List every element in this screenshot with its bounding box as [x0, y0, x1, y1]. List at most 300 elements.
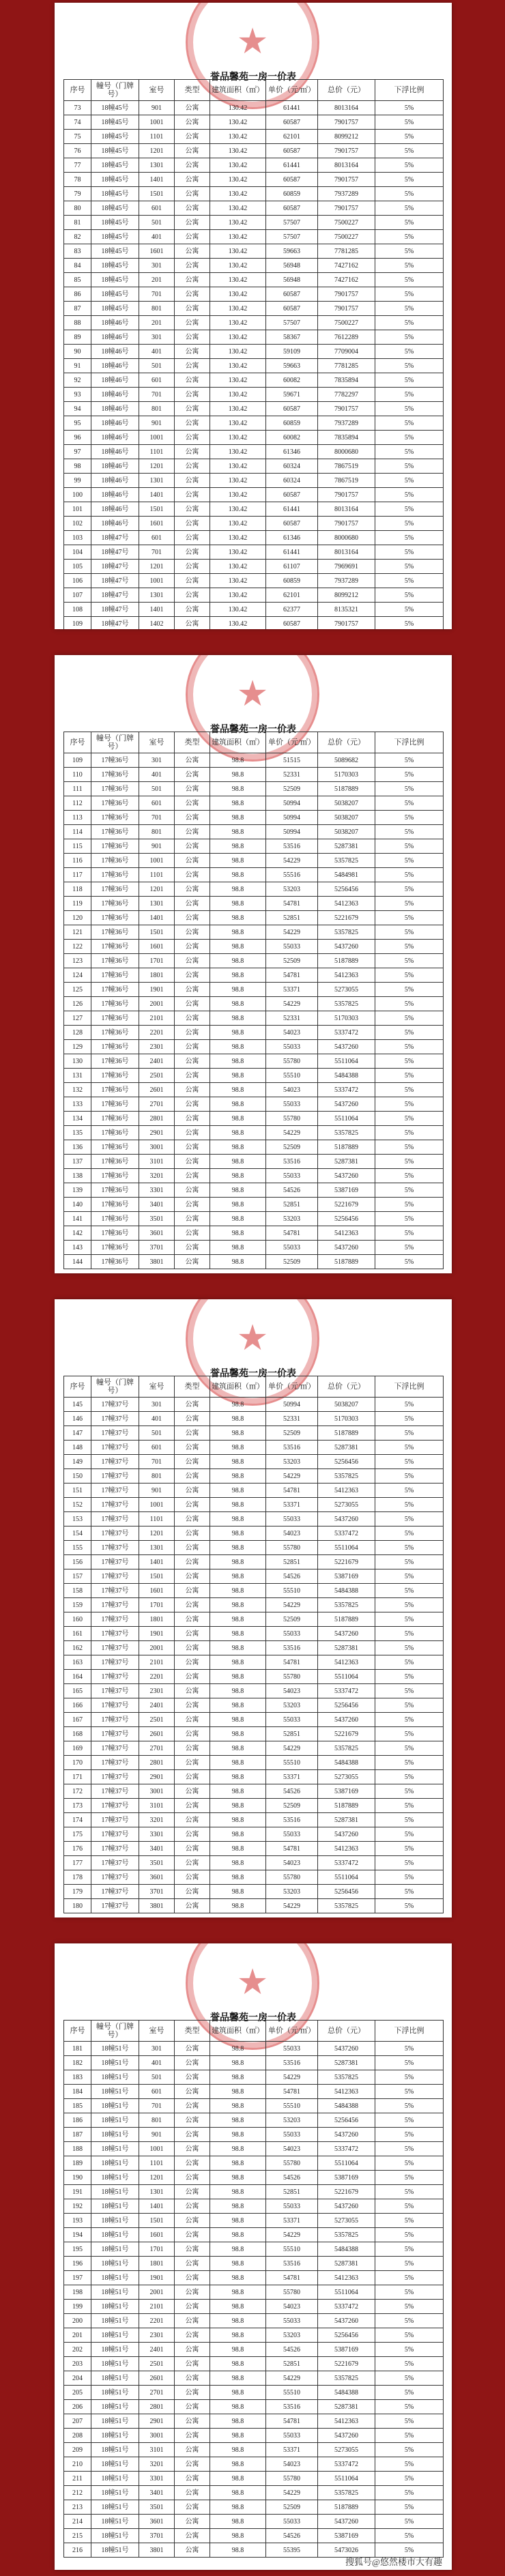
table-cell: 5%	[375, 2085, 444, 2099]
table-cell: 98.8	[210, 1598, 266, 1612]
table-cell: 124	[64, 968, 91, 983]
table-cell: 5089682	[318, 753, 375, 768]
table-cell: 98.8	[210, 1412, 266, 1426]
table-cell: 61441	[266, 158, 318, 173]
table-cell: 5287381	[318, 2400, 375, 2414]
table-cell: 5287381	[318, 2257, 375, 2271]
table-cell: 18幢51号	[91, 2228, 139, 2242]
table-cell: 18幢45号	[91, 115, 139, 130]
table-cell: 98.8	[210, 2371, 266, 2386]
table-cell: 17幢36号	[91, 925, 139, 940]
table-cell: 51515	[266, 753, 318, 768]
table-cell: 901	[139, 1484, 175, 1498]
table-row	[64, 1569, 444, 1584]
table-cell: 5%	[375, 1255, 444, 1269]
table-cell: 18幢51号	[91, 2156, 139, 2171]
table-cell: 2201	[139, 2314, 175, 2328]
table-cell: 61107	[266, 560, 318, 574]
table-cell: 公寓	[175, 1398, 210, 1412]
table-cell: 5437260	[318, 1627, 375, 1641]
table-cell: 52851	[266, 2357, 318, 2371]
table-cell: 18幢47号	[91, 574, 139, 588]
table-cell: 18幢46号	[91, 402, 139, 416]
table-cell: 60859	[266, 574, 318, 588]
table-cell: 60587	[266, 115, 318, 130]
table-cell: 18幢51号	[91, 2271, 139, 2285]
table-cell: 公寓	[175, 2515, 210, 2529]
table-cell: 901	[139, 416, 175, 431]
table-cell: 5337472	[318, 1856, 375, 1870]
table-cell: 公寓	[175, 1069, 210, 1083]
price-table	[63, 2020, 444, 2558]
table-cell: 54023	[266, 1856, 318, 1870]
table-cell: 55780	[266, 1112, 318, 1126]
table-cell: 5%	[375, 603, 444, 617]
table-cell: 5%	[375, 517, 444, 531]
table-row	[64, 1140, 444, 1155]
table-cell: 公寓	[175, 101, 210, 115]
table-cell: 98.8	[210, 1684, 266, 1698]
table-cell: 2801	[139, 2400, 175, 2414]
table-row	[64, 1698, 444, 1713]
table-cell: 公寓	[175, 2371, 210, 2386]
table-cell: 5%	[375, 2171, 444, 2185]
table-cell: 5412363	[318, 1842, 375, 1856]
table-cell: 5%	[375, 1183, 444, 1198]
table-cell: 130.42	[210, 459, 266, 474]
table-cell: 17幢37号	[91, 1713, 139, 1727]
table-cell: 148	[64, 1441, 91, 1455]
table-cell: 5187889	[318, 2500, 375, 2515]
table-cell: 公寓	[175, 911, 210, 925]
table-cell: 公寓	[175, 316, 210, 330]
table-cell: 3101	[139, 2443, 175, 2457]
table-cell: 18幢51号	[91, 2500, 139, 2515]
table-cell: 17幢37号	[91, 1627, 139, 1641]
table-cell: 5412363	[318, 1226, 375, 1241]
table-cell: 98.8	[210, 2414, 266, 2429]
table-cell: 5%	[375, 2371, 444, 2386]
table-cell: 5%	[375, 1512, 444, 1526]
table-cell: 98.8	[210, 1555, 266, 1569]
table-cell: 146	[64, 1412, 91, 1426]
table-cell: 5%	[375, 1426, 444, 1441]
table-cell: 1901	[139, 983, 175, 997]
table-cell: 18幢46号	[91, 445, 139, 459]
table-cell: 5038207	[318, 796, 375, 811]
table-cell: 1301	[139, 588, 175, 603]
table-cell: 130.42	[210, 502, 266, 517]
table-cell: 17幢37号	[91, 1827, 139, 1842]
table-cell: 601	[139, 531, 175, 545]
table-cell: 60324	[266, 459, 318, 474]
table-cell: 55510	[266, 1069, 318, 1083]
table-cell: 98.8	[210, 2314, 266, 2328]
table-cell: 18幢46号	[91, 488, 139, 502]
table-cell: 55510	[266, 2099, 318, 2113]
table-cell: 88	[64, 316, 91, 330]
table-cell: 55780	[266, 1054, 318, 1069]
table-row	[64, 502, 444, 517]
table-cell: 130.42	[210, 445, 266, 459]
table-cell: 1601	[139, 1584, 175, 1598]
table-cell: 201	[139, 273, 175, 287]
table-cell: 1301	[139, 897, 175, 911]
table-cell: 158	[64, 1584, 91, 1598]
table-row	[64, 1426, 444, 1441]
table-cell: 55033	[266, 2199, 318, 2214]
table-cell: 1601	[139, 2228, 175, 2242]
table-cell: 130.42	[210, 588, 266, 603]
table-cell: 17幢36号	[91, 1083, 139, 1097]
table-cell: 公寓	[175, 2386, 210, 2400]
table-cell: 169	[64, 1741, 91, 1756]
table-cell: 98.8	[210, 1083, 266, 1097]
table-cell: 55780	[266, 2156, 318, 2171]
table-cell: 61441	[266, 545, 318, 560]
table-cell: 132	[64, 1083, 91, 1097]
table-cell: 801	[139, 302, 175, 316]
table-cell: 192	[64, 2199, 91, 2214]
table-cell: 公寓	[175, 1112, 210, 1126]
table-cell: 98.8	[210, 1526, 266, 1541]
table-cell: 5511064	[318, 1870, 375, 1885]
table-cell: 1101	[139, 868, 175, 882]
table-cell: 18幢51号	[91, 2543, 139, 2558]
table-cell: 7901757	[318, 517, 375, 531]
table-cell: 53371	[266, 983, 318, 997]
table-cell: 53203	[266, 1212, 318, 1226]
table-cell: 5%	[375, 1069, 444, 1083]
table-cell: 98.8	[210, 2199, 266, 2214]
table-cell: 5511064	[318, 2285, 375, 2300]
table-cell: 76	[64, 144, 91, 158]
table-cell: 98.8	[210, 1484, 266, 1498]
table-cell: 62101	[266, 130, 318, 144]
table-cell: 61441	[266, 101, 318, 115]
table-row	[64, 2414, 444, 2429]
table-cell: 5357825	[318, 925, 375, 940]
table-cell: 53203	[266, 2328, 318, 2343]
table-cell: 701	[139, 1455, 175, 1469]
table-cell: 77	[64, 158, 91, 173]
table-cell: 18幢51号	[91, 2085, 139, 2099]
table-cell: 公寓	[175, 2328, 210, 2343]
column-header: 建筑面积（㎡）	[210, 732, 266, 753]
table-cell: 公寓	[175, 1083, 210, 1097]
table-cell: 601	[139, 796, 175, 811]
table-cell: 2701	[139, 1741, 175, 1756]
table-cell: 54526	[266, 1569, 318, 1584]
table-cell: 5387169	[318, 2171, 375, 2185]
table-cell: 98.8	[210, 2042, 266, 2056]
table-cell: 5%	[375, 2214, 444, 2228]
table-cell: 1301	[139, 1541, 175, 1555]
table-cell: 98.8	[210, 1097, 266, 1112]
table-cell: 1401	[139, 603, 175, 617]
table-cell: 5484388	[318, 1756, 375, 1770]
table-cell: 公寓	[175, 2400, 210, 2414]
table-cell: 98.8	[210, 2085, 266, 2099]
table-cell: 8099212	[318, 130, 375, 144]
table-cell: 75	[64, 130, 91, 144]
table-cell: 公寓	[175, 1054, 210, 1069]
table-row	[64, 2357, 444, 2371]
table-cell: 98.8	[210, 1885, 266, 1899]
table-cell: 130.42	[210, 373, 266, 388]
table-cell: 5357825	[318, 997, 375, 1011]
table-row	[64, 1112, 444, 1126]
table-cell: 5437260	[318, 2314, 375, 2328]
table-cell: 5357825	[318, 1469, 375, 1484]
table-cell: 公寓	[175, 954, 210, 968]
table-cell: 17幢37号	[91, 1741, 139, 1756]
table-cell: 5%	[375, 1097, 444, 1112]
table-cell: 5%	[375, 1026, 444, 1040]
table-cell: 5%	[375, 402, 444, 416]
table-cell: 5%	[375, 1140, 444, 1155]
table-row	[64, 1026, 444, 1040]
table-cell: 17幢36号	[91, 1255, 139, 1269]
table-cell: 公寓	[175, 1241, 210, 1255]
table-cell: 1501	[139, 925, 175, 940]
table-cell: 5256456	[318, 1698, 375, 1713]
table-cell: 157	[64, 1569, 91, 1584]
table-cell: 5%	[375, 1870, 444, 1885]
table-cell: 301	[139, 330, 175, 345]
table-cell: 18幢45号	[91, 201, 139, 216]
table-header-row	[64, 2021, 444, 2042]
column-header: 总价（元）	[318, 2021, 375, 2042]
table-cell: 5%	[375, 2472, 444, 2486]
column-header: 单价（元/㎡）	[266, 1376, 318, 1398]
seal-star-icon: ★	[236, 1319, 269, 1358]
table-cell: 87	[64, 302, 91, 316]
table-cell: 5187889	[318, 1426, 375, 1441]
table-cell: 1601	[139, 940, 175, 954]
table-cell: 177	[64, 1856, 91, 1870]
table-cell: 98.8	[210, 1226, 266, 1241]
table-row	[64, 488, 444, 502]
table-row	[64, 1584, 444, 1598]
table-cell: 公寓	[175, 502, 210, 517]
table-cell: 98.8	[210, 2228, 266, 2242]
table-cell: 7901757	[318, 488, 375, 502]
table-row	[64, 158, 444, 173]
table-cell: 公寓	[175, 273, 210, 287]
table-cell: 5%	[375, 954, 444, 968]
table-cell: 53371	[266, 1770, 318, 1784]
table-cell: 17幢36号	[91, 882, 139, 897]
table-cell: 601	[139, 373, 175, 388]
table-cell: 5%	[375, 1899, 444, 1913]
table-cell: 130.42	[210, 187, 266, 201]
table-cell: 17幢37号	[91, 1799, 139, 1813]
table-cell: 5%	[375, 1612, 444, 1627]
table-cell: 2301	[139, 1040, 175, 1054]
table-cell: 5%	[375, 316, 444, 330]
table-cell: 5337472	[318, 2142, 375, 2156]
table-cell: 公寓	[175, 1870, 210, 1885]
table-cell: 17幢36号	[91, 1226, 139, 1241]
table-cell: 5256456	[318, 882, 375, 897]
table-header-row	[64, 732, 444, 753]
table-cell: 54229	[266, 1469, 318, 1484]
table-cell: 98.8	[210, 1512, 266, 1526]
table-cell: 5273055	[318, 983, 375, 997]
table-cell: 56948	[266, 273, 318, 287]
table-cell: 5%	[375, 2414, 444, 2429]
table-cell: 119	[64, 897, 91, 911]
table-cell: 95	[64, 416, 91, 431]
table-cell: 18幢45号	[91, 259, 139, 273]
table-row	[64, 2156, 444, 2171]
table-cell: 公寓	[175, 2142, 210, 2156]
table-cell: 1501	[139, 502, 175, 517]
table-cell: 5387169	[318, 2343, 375, 2357]
table-cell: 公寓	[175, 1641, 210, 1655]
column-header: 下浮比例	[375, 732, 444, 753]
table-cell: 7937289	[318, 574, 375, 588]
table-cell: 公寓	[175, 2314, 210, 2328]
table-cell: 123	[64, 954, 91, 968]
table-row	[64, 2085, 444, 2099]
table-cell: 5%	[375, 1398, 444, 1412]
table-cell: 17幢36号	[91, 1169, 139, 1183]
table-cell: 98.8	[210, 2429, 266, 2443]
table-row	[64, 1627, 444, 1641]
table-cell: 98.8	[210, 868, 266, 882]
table-cell: 130.42	[210, 330, 266, 345]
table-cell: 140	[64, 1198, 91, 1212]
table-cell: 52509	[266, 1426, 318, 1441]
table-cell: 98.8	[210, 1713, 266, 1727]
table-cell: 2401	[139, 1698, 175, 1713]
table-cell: 60587	[266, 302, 318, 316]
table-cell: 公寓	[175, 868, 210, 882]
table-cell: 1901	[139, 2271, 175, 2285]
table-cell: 18幢45号	[91, 230, 139, 244]
table-cell: 5%	[375, 2142, 444, 2156]
table-cell: 98.8	[210, 753, 266, 768]
table-cell: 130.42	[210, 216, 266, 230]
table-cell: 53371	[266, 2214, 318, 2228]
table-cell: 601	[139, 201, 175, 216]
table-cell: 61441	[266, 502, 318, 517]
table-cell: 5%	[375, 216, 444, 230]
table-cell: 147	[64, 1426, 91, 1441]
table-cell: 18幢51号	[91, 2300, 139, 2314]
table-cell: 5%	[375, 1827, 444, 1842]
table-cell: 211	[64, 2472, 91, 2486]
table-cell: 17幢37号	[91, 1813, 139, 1827]
table-row	[64, 1842, 444, 1856]
table-cell: 1101	[139, 1512, 175, 1526]
table-cell: 5%	[375, 2429, 444, 2443]
table-cell: 98.8	[210, 1054, 266, 1069]
table-cell: 52331	[266, 768, 318, 782]
table-cell: 98.8	[210, 1198, 266, 1212]
table-cell: 18幢46号	[91, 474, 139, 488]
table-row	[64, 1412, 444, 1426]
table-cell: 8135321	[318, 603, 375, 617]
table-cell: 5%	[375, 1727, 444, 1741]
table-cell: 7901757	[318, 201, 375, 216]
table-cell: 5%	[375, 1627, 444, 1641]
table-cell: 98.8	[210, 1040, 266, 1054]
table-cell: 401	[139, 768, 175, 782]
table-cell: 3301	[139, 2472, 175, 2486]
table-cell: 215	[64, 2529, 91, 2543]
column-header: 单价（元/㎡）	[266, 732, 318, 753]
table-cell: 公寓	[175, 302, 210, 316]
table-cell: 公寓	[175, 216, 210, 230]
table-cell: 17幢36号	[91, 753, 139, 768]
table-cell: 104	[64, 545, 91, 560]
table-cell: 公寓	[175, 1569, 210, 1584]
table-cell: 公寓	[175, 2156, 210, 2171]
table-cell: 164	[64, 1670, 91, 1684]
table-cell: 98.8	[210, 1569, 266, 1584]
table-cell: 5%	[375, 130, 444, 144]
table-cell: 5221679	[318, 1555, 375, 1569]
table-cell: 17幢37号	[91, 1569, 139, 1584]
table-cell: 公寓	[175, 825, 210, 839]
table-cell: 5%	[375, 2099, 444, 2113]
table-cell: 98.8	[210, 825, 266, 839]
table-row	[64, 2242, 444, 2257]
table-cell: 1801	[139, 968, 175, 983]
table-cell: 5%	[375, 1584, 444, 1598]
table-cell: 98.8	[210, 2515, 266, 2529]
table-cell: 54781	[266, 2414, 318, 2429]
table-cell: 59671	[266, 388, 318, 402]
table-cell: 102	[64, 517, 91, 531]
table-cell: 18幢46号	[91, 502, 139, 517]
table-cell: 5%	[375, 768, 444, 782]
table-cell: 55033	[266, 1713, 318, 1727]
table-cell: 5%	[375, 2515, 444, 2529]
table-cell: 54229	[266, 2371, 318, 2386]
table-cell: 60324	[266, 474, 318, 488]
table-cell: 公寓	[175, 1441, 210, 1455]
table-cell: 公寓	[175, 2113, 210, 2128]
table-cell: 18幢46号	[91, 373, 139, 388]
table-cell: 108	[64, 603, 91, 617]
table-cell: 18幢46号	[91, 459, 139, 474]
table-cell: 公寓	[175, 2271, 210, 2285]
table-cell: 18幢51号	[91, 2142, 139, 2156]
table-cell: 3801	[139, 1255, 175, 1269]
table-cell: 5412363	[318, 2271, 375, 2285]
table-cell: 98.8	[210, 2156, 266, 2171]
table-cell: 130.42	[210, 244, 266, 259]
table-cell: 1401	[139, 173, 175, 187]
table-cell: 216	[64, 2543, 91, 2558]
table-cell: 201	[139, 316, 175, 330]
table-cell: 公寓	[175, 968, 210, 983]
table-cell: 18幢51号	[91, 2443, 139, 2457]
table-row	[64, 359, 444, 373]
table-cell: 801	[139, 1469, 175, 1484]
table-cell: 59663	[266, 244, 318, 259]
table-cell: 1401	[139, 911, 175, 925]
table-row	[64, 1183, 444, 1198]
table-cell: 5484388	[318, 2386, 375, 2400]
table-cell: 109	[64, 617, 91, 630]
table-cell: 公寓	[175, 2242, 210, 2257]
table-cell: 公寓	[175, 1484, 210, 1498]
